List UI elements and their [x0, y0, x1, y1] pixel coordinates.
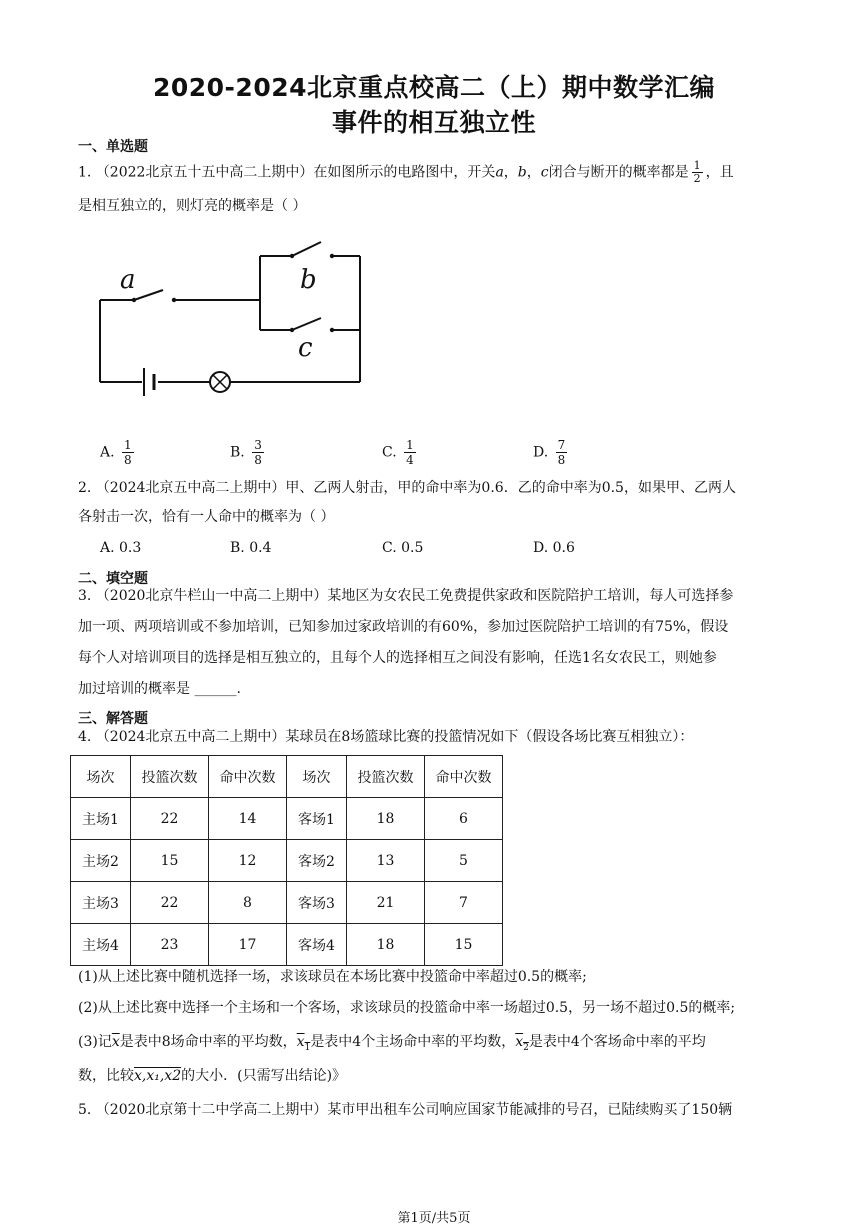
q1-frac-den: 2 [693, 172, 701, 185]
table-cell: 12 [209, 840, 287, 882]
q1-option-c-frac [404, 438, 416, 467]
q1-option-b-label: B. [230, 444, 245, 461]
circuit-diagram [90, 230, 380, 410]
table-cell: 21 [347, 882, 425, 924]
q4-x1-base: x [296, 1034, 305, 1050]
q2-option-b-label: B. [230, 540, 245, 556]
table-cell: 18 [347, 798, 425, 840]
q3-line3: 每个人对培训项目的选择是相互独立的，且每个人的选择相互之间没有影响，任选1名女农民工，则她参 [78, 650, 717, 666]
circuit-label-b: b [300, 265, 317, 295]
q1-option-d-label: D. [533, 444, 549, 461]
q1-frac-num: 1 [693, 159, 701, 172]
q5-line1: 5. （2020北京第十二中学高二上期中）某市甲出租车公司响应国家节能减排的号召，已陆续购买了150辆 [78, 1102, 733, 1118]
table-cell: 客场3 [287, 882, 347, 924]
table-row [71, 924, 503, 966]
table-cell: 8 [209, 882, 287, 924]
section-fill-blank: 二、填空题 [78, 571, 148, 587]
q4-part2: (2)从上述比赛中选择一个主场和一个客场，求该球员的投篮命中率一场超过0.5，另一场不超过0.5的概率; [78, 1000, 736, 1016]
table-header-cell: 投篮次数 [131, 756, 209, 798]
q3-line1: 3. （2020北京牛栏山一中高二上期中）某地区为女农民工免费提供家政和医院陪护工培训，每人可选择参 [78, 588, 734, 604]
q4-part3-line1 [78, 1032, 790, 1058]
table-cell: 主场1 [71, 798, 131, 840]
table-cell: 17 [209, 924, 287, 966]
q1-option-b-den: 8 [254, 453, 262, 467]
q2-option-c-value: 0.5 [401, 540, 424, 556]
table-cell: 客场1 [287, 798, 347, 840]
q2-line1: 2. （2024北京五中高二上期中）甲、乙两人射击，甲的命中率为0.6．乙的命中率为0.5，如果甲、乙两人 [78, 480, 736, 496]
q1-fraction [692, 160, 703, 185]
table-cell: 客场2 [287, 840, 347, 882]
table-header-row [71, 756, 503, 798]
table-row [71, 882, 503, 924]
q1-sep1: ， [503, 164, 518, 181]
table-row [71, 840, 503, 882]
table-header-cell: 命中次数 [425, 756, 503, 798]
q1-option-d[interactable] [533, 438, 570, 467]
q2-line2: 各射击一次，恰有一人命中的概率为（ ） [78, 509, 335, 525]
q2-option-a-label: A. [100, 540, 115, 556]
table-header-cell: 场次 [287, 756, 347, 798]
table-cell: 23 [131, 924, 209, 966]
table-cell: 22 [131, 798, 209, 840]
section-answer: 三、解答题 [78, 711, 148, 727]
q1-option-c[interactable] [382, 438, 419, 467]
table-cell: 6 [425, 798, 503, 840]
table-cell: 18 [347, 924, 425, 966]
page-number: 第1页/共5页 [397, 1211, 471, 1226]
q2-option-a-value: 0.3 [119, 540, 142, 556]
q1-option-a-frac [122, 438, 134, 467]
table-header-cell: 命中次数 [209, 756, 287, 798]
q1-option-b-frac [252, 438, 264, 467]
q1-option-d-den: 8 [557, 453, 566, 467]
q1-option-a-den: 8 [124, 453, 132, 467]
table-cell: 15 [425, 924, 503, 966]
table-cell: 22 [131, 882, 209, 924]
q4-xbar: $\overline{x}$ [111, 1034, 120, 1050]
q1-option-b-num: 3 [254, 438, 262, 452]
q2-option-a[interactable] [100, 538, 141, 558]
q1-option-a-label: A. [100, 444, 115, 461]
table-cell: 主场2 [71, 840, 131, 882]
q4-x2-base: x [515, 1034, 524, 1050]
q1-option-c-den: 4 [406, 453, 414, 467]
q4-shooting-table [70, 755, 503, 966]
table-cell: 客场4 [287, 924, 347, 966]
table-row [71, 798, 503, 840]
table-header-cell: 投篮次数 [347, 756, 425, 798]
q4-part3-text-f: 的大小．(只需写出结论)》 [181, 1068, 347, 1084]
q4-part1: (1)从上述比赛中随机选择一场，求该球员在本场比赛中投篮命中率超过0.5的概率; [78, 969, 587, 985]
table-cell: 5 [425, 840, 503, 882]
q1-option-b[interactable] [230, 438, 267, 467]
q1-option-d-frac [556, 438, 568, 467]
q4-part3-text-d: 是表中4个客场命中率的平均 [528, 1034, 706, 1050]
q1-line2: 是相互独立的，则灯亮的概率是（ ） [78, 198, 307, 214]
q1-var-a: a [495, 164, 504, 181]
q1-line1 [78, 160, 790, 185]
q2-option-d-value: 0.6 [552, 540, 575, 556]
q1-text-a: 1. （2022北京五十五中高二上期中）在如图所示的电路图中，开关 [78, 164, 496, 181]
table-cell: 主场3 [71, 882, 131, 924]
q2-option-b[interactable] [230, 538, 271, 558]
q2-option-d[interactable] [533, 538, 575, 558]
q1-option-a-num: 1 [124, 438, 132, 452]
q4-x1-sub: 1 [304, 1042, 311, 1053]
q4-compare-vars: x,x₁,x2 [134, 1068, 182, 1084]
q4-intro: 4. （2024北京五中高二上期中）某球员在8场篮球比赛的投篮情况如下（假设各场比赛互相独立）： [78, 729, 694, 745]
q4-x2-sub: 2 [523, 1042, 529, 1053]
q1-sep2: ， [526, 164, 541, 181]
q2-option-b-value: 0.4 [249, 540, 272, 556]
page-subtitle: 事件的相互独立性 [331, 108, 536, 137]
q1-var-b: b [517, 164, 527, 181]
table-cell: 主场4 [71, 924, 131, 966]
q1-text-b: 闭合与断开的概率都是 [548, 164, 689, 181]
circuit-label-c: c [298, 333, 313, 363]
q4-x1bar [296, 1034, 311, 1053]
q4-part3-text-e: 数，比较 [78, 1068, 134, 1084]
q3-line4: 加过培训的概率是 ______. [78, 681, 241, 697]
circuit-label-a: a [120, 265, 136, 295]
q2-option-c[interactable] [382, 538, 423, 558]
table-header-cell: 场次 [71, 756, 131, 798]
q1-text-c: ，且 [705, 164, 734, 181]
page-title: 2020-2024北京重点校高二（上）期中数学汇编 [152, 73, 716, 102]
table-cell: 15 [131, 840, 209, 882]
table-cell: 13 [347, 840, 425, 882]
q4-part3-line2 [78, 1066, 790, 1086]
q1-option-a[interactable] [100, 438, 137, 467]
q3-line2: 加一项、两项培训或不参加培训，已知参加过家政培训的有60%，参加过医院陪护工培训的有75%，假设 [78, 619, 729, 635]
section-single-choice: 一、单选题 [78, 139, 148, 155]
q4-x2bar [515, 1034, 529, 1053]
q4-part3-text-b: 是表中8场命中率的平均数， [119, 1034, 297, 1050]
table-cell: 14 [209, 798, 287, 840]
q1-option-c-label: C. [382, 444, 397, 461]
table-cell: 7 [425, 882, 503, 924]
q2-option-d-label: D. [533, 540, 549, 556]
q4-part3-text-a: (3)记 [78, 1034, 112, 1050]
q1-option-c-num: 1 [406, 438, 414, 452]
q4-part3-text-c: 是表中4个主场命中率的平均数， [310, 1034, 516, 1050]
q2-option-c-label: C. [382, 540, 397, 556]
q1-option-d-num: 7 [557, 438, 566, 452]
q1-var-c: c [540, 164, 549, 181]
